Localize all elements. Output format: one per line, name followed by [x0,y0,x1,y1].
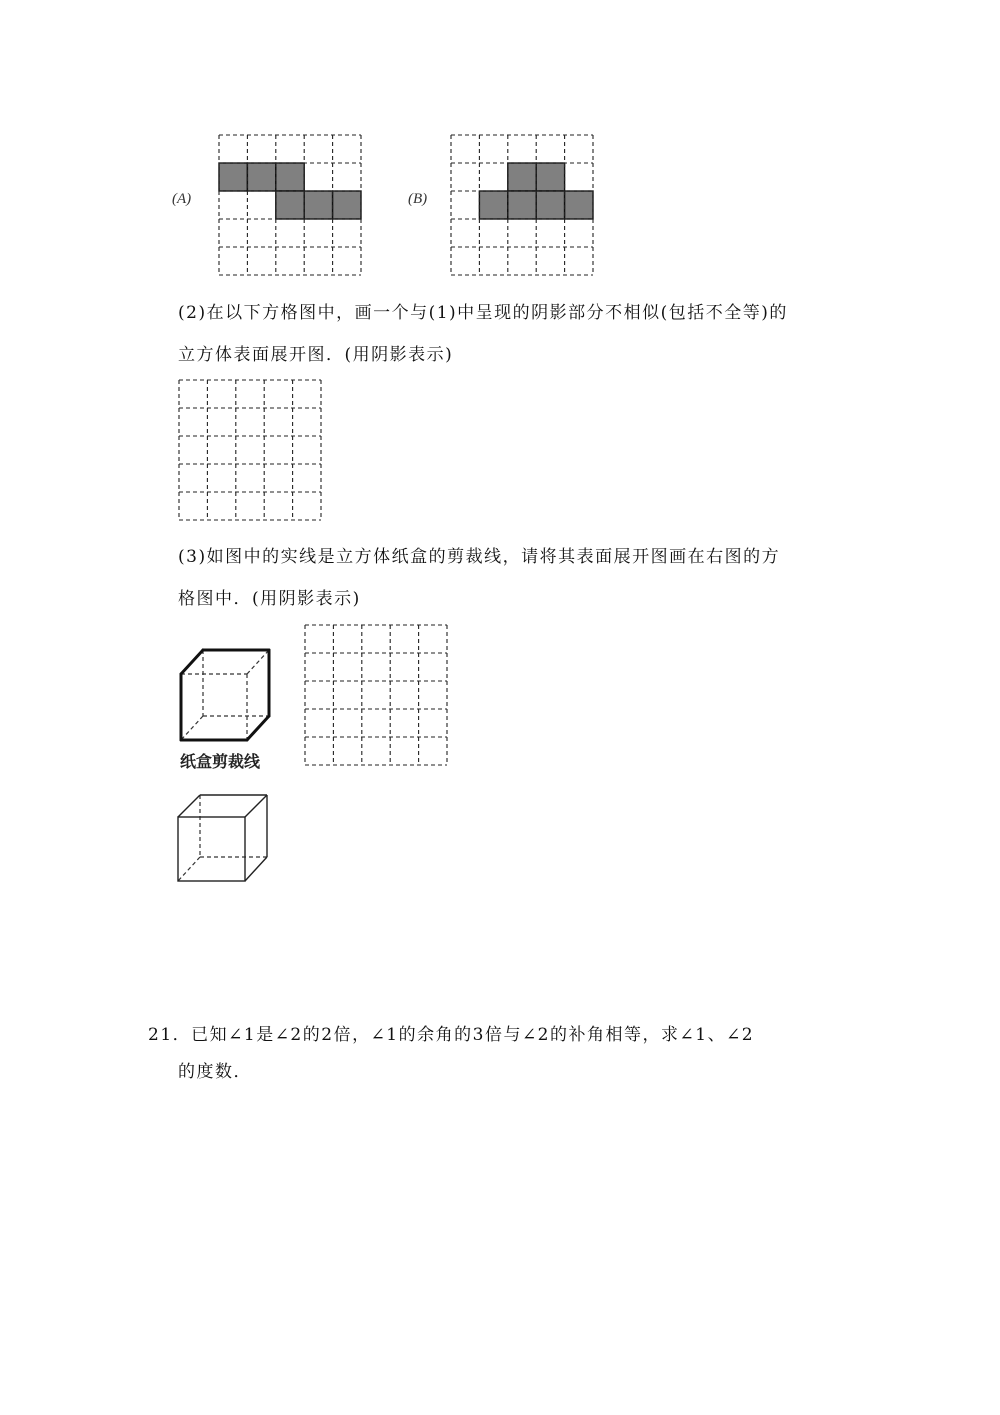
question-21-line2: 的度数． [178,1062,252,1082]
cube-plain [175,793,271,885]
part2-line2: 立方体表面展开图．(用阴影表示) [178,345,454,365]
part3-line1: (3)如图中的实线是立方体纸盒的剪裁线，请将其表面展开图画在右图的方 [178,547,781,567]
part2-empty-grid [178,379,322,521]
part3-line2: 格图中．(用阴影表示) [178,589,361,609]
question-21-line1: 21．已知∠1是∠2的2倍，∠1的余角的3倍与∠2的补角相等，求∠1、∠2 [148,1025,755,1045]
shaded-cell [565,191,593,219]
figure-b-label: (B) [408,191,428,207]
shaded-cell [219,163,247,191]
cube-caption: 纸盒剪裁线 [180,752,261,771]
shaded-cell [304,191,332,219]
shaded-cell [276,191,304,219]
shaded-cell [536,163,564,191]
shaded-cell [536,191,564,219]
shaded-cell [276,163,304,191]
shaded-cell [508,191,536,219]
part3-empty-grid [304,624,448,766]
part2-line1: (2)在以下方格图中，画一个与(1)中呈现的阴影部分不相似(包括不全等)的 [178,303,788,323]
figure-b-grid [450,134,594,276]
figure-a-label: (A) [172,191,192,207]
cube-cut-lines [176,648,276,748]
figure-a-grid [218,134,362,276]
shaded-cell [247,163,275,191]
shaded-cell [333,191,361,219]
shaded-cell [479,191,507,219]
shaded-cell [508,163,536,191]
